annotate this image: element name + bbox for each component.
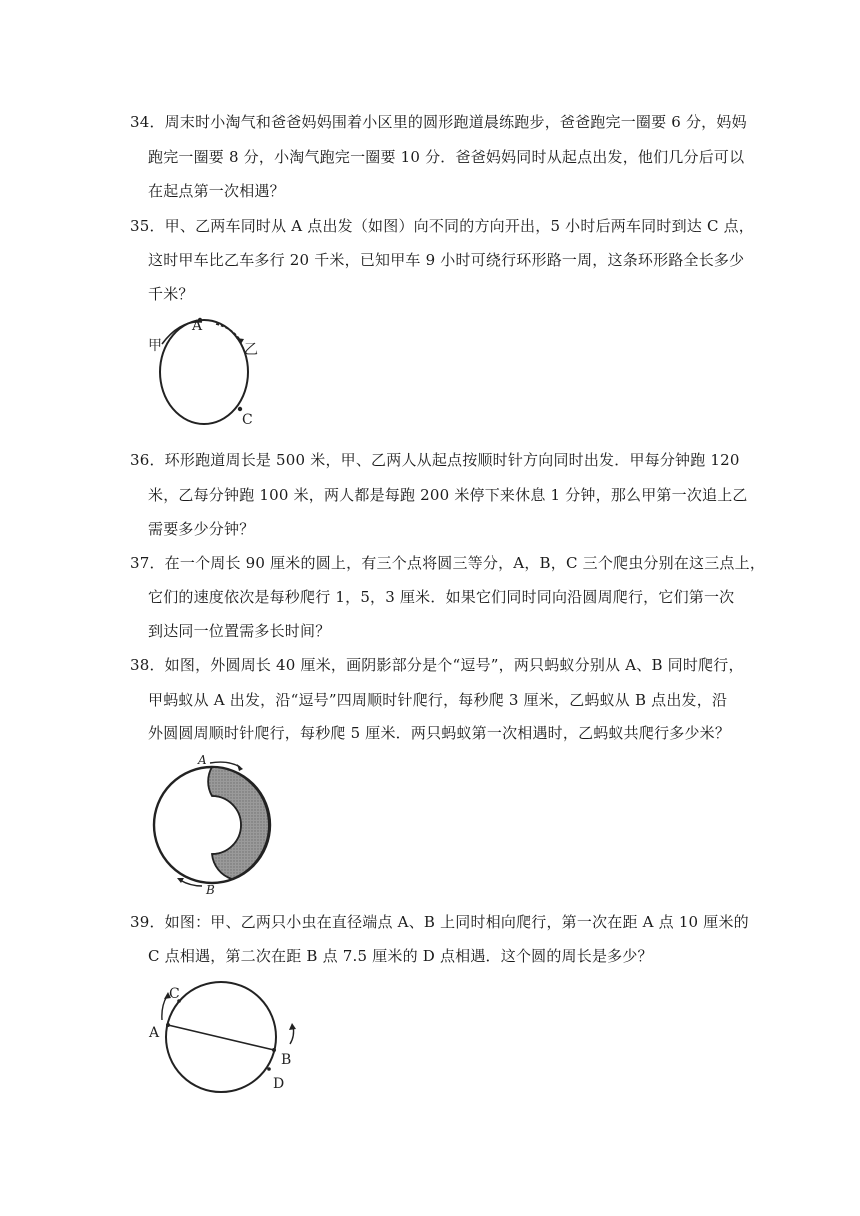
problem-35-line-3: 千米？ xyxy=(148,285,194,303)
problem-38-line-1: 38．如图，外圆周长 40 厘米，画阴影部分是个“逗号”，两只蚂蚁分别从 A、B 同时爬行， xyxy=(130,656,744,674)
problem-39-line-1: 39．如图：甲、乙两只小虫在直径端点 A、B 上同时相向爬行，第一次在距 A 点 10 厘米的 xyxy=(130,913,749,931)
problem-34-line-2: 跑完一圈要 8 分，小淘气跑完一圈要 10 分．爸爸妈妈同时从起点出发，他们几分后可以 xyxy=(148,148,745,166)
problem-38-line-3: 外圆圆周顺时针爬行，每秒爬 5 厘米．两只蚂蚁第一次相遇时，乙蚂蚁共爬行多少米？ xyxy=(148,724,731,742)
figure-39-label-b: B xyxy=(281,1052,292,1068)
figure-35-label-jia: 甲 xyxy=(148,338,162,354)
figure-38-label-b: B xyxy=(206,883,215,897)
problem-35-line-2: 这时甲车比乙车多行 20 千米，已知甲车 9 小时可绕行环形路一周，这条环形路全长多少 xyxy=(148,251,745,269)
figure-38-comma-circle xyxy=(140,752,290,897)
problem-34-line-3: 在起点第一次相遇？ xyxy=(148,182,285,200)
problem-38-line-2: 甲蚂蚁从 A 出发，沿“逗号”四周顺时针爬行，每秒爬 3 厘米，乙蚂蚁从 B 点出发，沿 xyxy=(148,691,728,709)
figure-35-label-a: A xyxy=(192,318,203,334)
figure-39-label-a: A xyxy=(149,1025,160,1041)
problem-37-line-3: 到达同一位置需多长时间？ xyxy=(148,622,331,640)
figure-35-label-c: C xyxy=(242,412,253,428)
figure-38-label-a: A xyxy=(198,753,207,767)
problem-37-line-1: 37．在一个周长 90 厘米的圆上，有三个点将圆三等分，A，B，C 三个爬虫分别在这三点上， xyxy=(130,554,766,572)
problem-34-line-1: 34．周末时小淘气和爸爸妈妈围着小区里的圆形跑道晨练跑步，爸爸跑完一圈要 6 分，妈妈 xyxy=(130,113,747,131)
problem-36-line-3: 需要多少分钟？ xyxy=(148,520,255,538)
problem-35-line-1: 35．甲、乙两车同时从 A 点出发（如图）向不同的方向开出，5 小时后两车同时到达 C 点， xyxy=(130,217,754,235)
figure-39-label-c: C xyxy=(169,986,180,1002)
figure-39-diameter-circle xyxy=(145,974,315,1099)
problem-37-line-2: 它们的速度依次是每秒爬行 1，5，3 厘米．如果它们同时同向沿圆周爬行，它们第一次 xyxy=(148,588,735,606)
figure-35-circle-route xyxy=(140,312,280,432)
problem-39-line-2: C 点相遇，第二次在距 B 点 7.5 厘米的 D 点相遇．这个圆的周长是多少？ xyxy=(148,947,653,965)
problem-36-line-2: 米，乙每分钟跑 100 米，两人都是每跑 200 米停下来休息 1 分钟，那么甲第一次追上乙 xyxy=(148,486,748,504)
problem-36-line-1: 36．环形跑道周长是 500 米，甲、乙两人从起点按顺时针方向同时出发．甲每分钟跑 120 xyxy=(130,451,740,469)
figure-35-label-yi: 乙 xyxy=(244,342,258,358)
figure-39-label-d: D xyxy=(273,1076,285,1092)
